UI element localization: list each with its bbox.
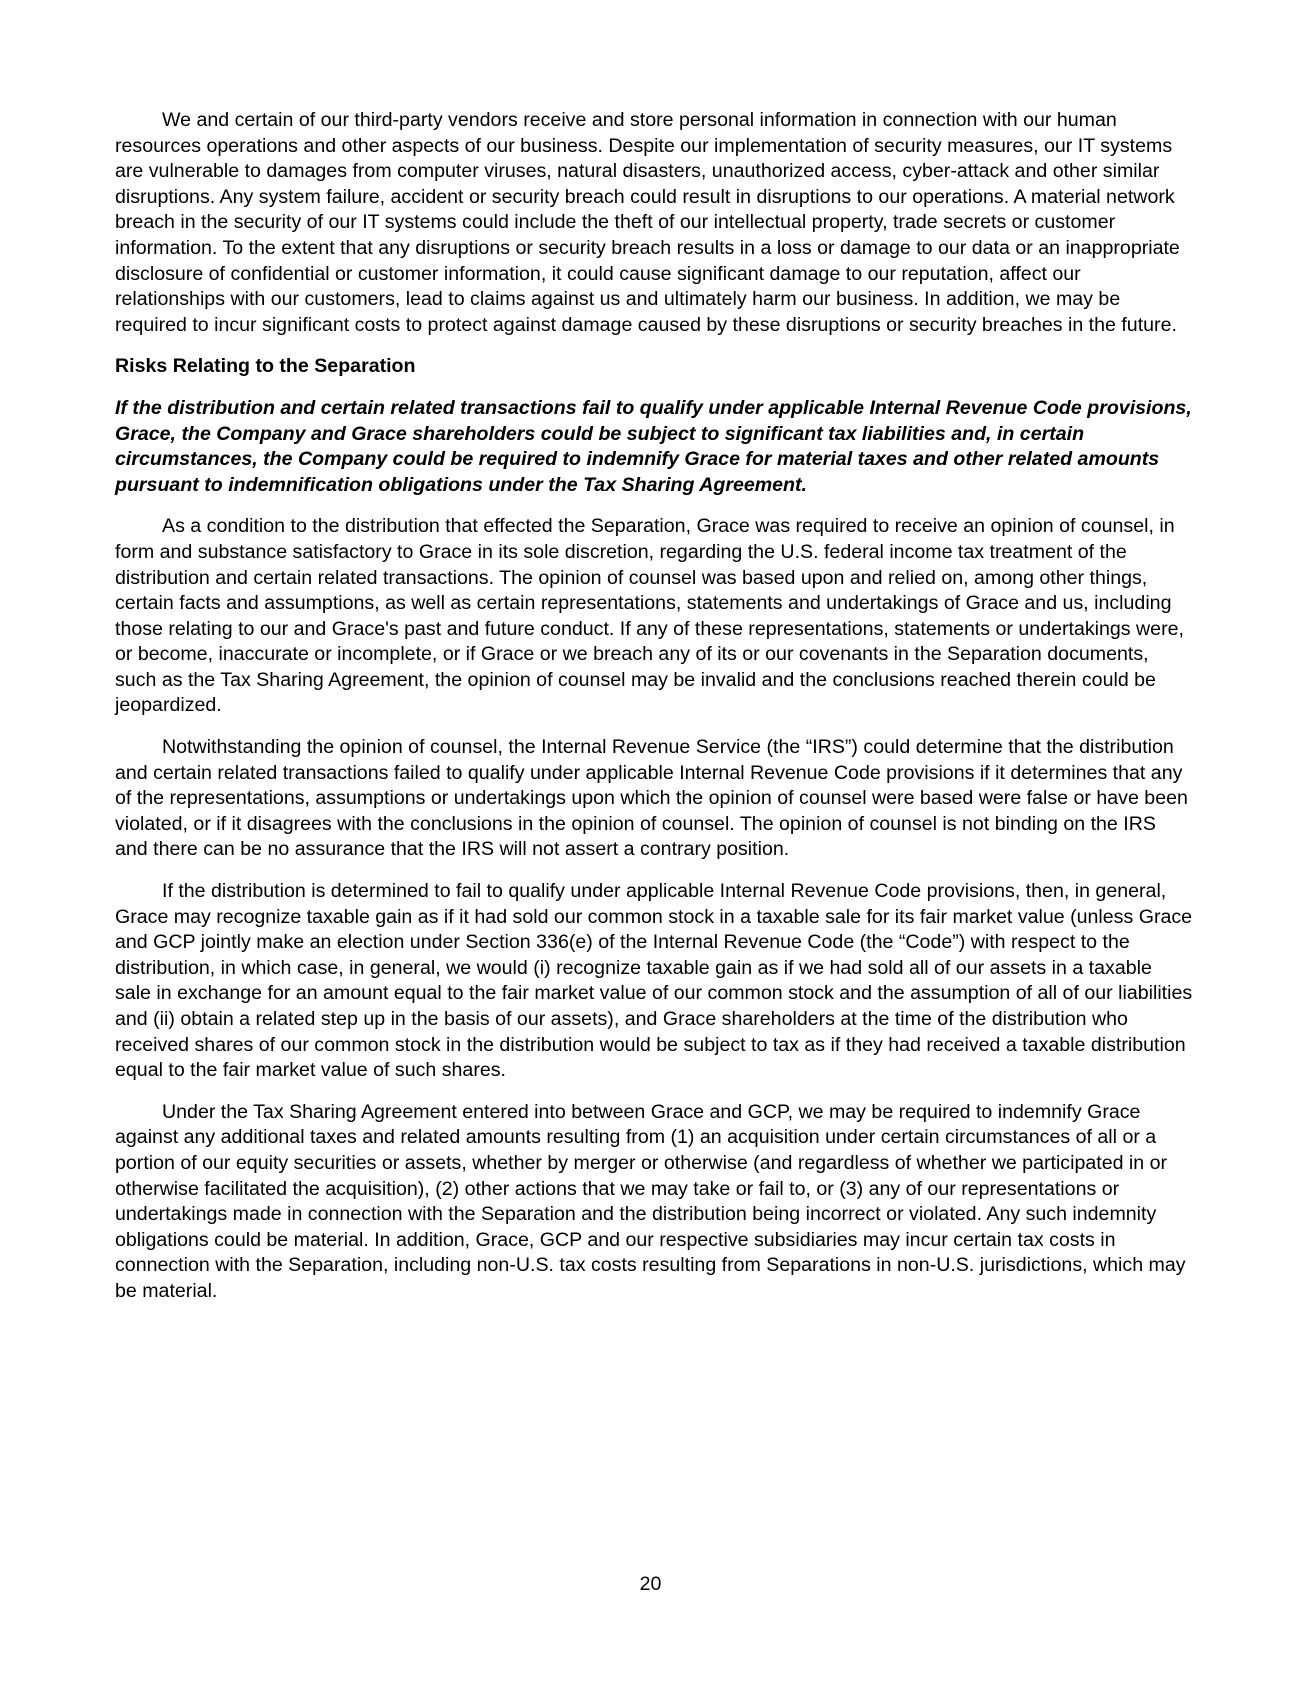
paragraph-cyber-security: We and certain of our third-party vendors receive and store personal information in connection with our human resources operations and other aspects of our business. Despite our implementation of security measures, our IT systems are vulnerable to damages from computer viruses, natural disasters, unauthorized access, cyber-attack and other similar disruptions. Any system failure, accident or security breach could result in disruptions to our operations. A material network breach in the security of our IT systems could include the theft of our intellectual property, trade secrets or customer information. To the extent that any disruptions or security breach results in a loss or damage to our data or an inappropriate disclosure of confidential or customer information, it could cause significant damage to our reputation, affect our relationships with our customers, lead to claims against us and ultimately harm our business. In addition, we may be required to incur significant costs to protect against damage caused by these disruptions or security breaches in the future.	[115, 109, 1180, 336]
page-number: 20	[639, 1573, 662, 1595]
section-heading: Risks Relating to the Separation	[115, 355, 416, 378]
paragraph-taxable-gain: If the distribution is determined to fail to qualify under applicable Internal Revenue Code provisions, then, in general, Grace may recognize taxable gain as if it had sold our common stock in a taxable sale for its fair market value (unless Grace and GCP jointly make an election under Section 336(e) of the Internal Revenue Code (the “Code”) with respect to the distribution, in which case, in general, we would (i) recognize taxable gain as if we had sold all of our assets in a taxable sale in exchange for an amount equal to the fair market value of our common stock and the assumption of all of our liabilities and (ii) obtain a related step up in the basis of our assets), and Grace shareholders at the time of the distribution who received shares of our common stock in the distribution would be subject to tax as if they had received a taxable distribution equal to the fair market value of such shares.	[115, 880, 1193, 1082]
paragraph-irs-determination: Notwithstanding the opinion of counsel, the Internal Revenue Service (the “IRS”) could determine that the distribution and certain related transactions failed to qualify under applicable Internal Revenue Code provisions if it determines that any of the representations, assumptions or undertakings upon which the opinion of counsel were based were false or have been violated, or if it disagrees with the conclusions in the opinion of counsel. The opinion of counsel is not binding on the IRS and there can be no assurance that the IRS will not assert a contrary position.	[115, 736, 1188, 861]
risk-factor-heading: If the distribution and certain related transactions fail to qualify under applicable Internal Revenue Code provisions, Grace, the Company and Grace shareholders could be subject to significant tax liabilities and, in certain circumstances, the Company could be required to indemnify Grace for material taxes and other related amounts pursuant to indemnification obligations under the Tax Sharing Agreement.	[115, 396, 1192, 496]
paragraph-tax-sharing-agreement: Under the Tax Sharing Agreement entered into between Grace and GCP, we may be required to indemnify Grace against any additional taxes and related amounts resulting from (1) an acquisition under certain circumstances of all or a portion of our equity securities or assets, whether by merger or otherwise (and regardless of whether we participated in or otherwise facilitated the acquisition), (2) other actions that we may take or fail to, or (3) any of our representations or undertakings made in connection with the Separation and the distribution being incorrect or violated. Any such indemnity obligations could be material. In addition, Grace, GCP and our respective subsidiaries may incur certain tax costs in connection with the Separation, including non-U.S. tax costs resulting from Separations in non-U.S. jurisdictions, which may be material.	[115, 1100, 1186, 1302]
page-body	[115, 108, 1193, 1321]
paragraph-opinion-of-counsel: As a condition to the distribution that effected the Separation, Grace was required to receive an opinion of counsel, in form and substance satisfactory to Grace in its sole discretion, regarding the U.S. federal income tax treatment of the distribution and certain related transactions. The opinion of counsel was based upon and relied on, among other things, certain facts and assumptions, as well as certain representations, statements and undertakings of Grace and us, including those relating to our and Grace's past and future conduct. If any of these representations, statements or undertakings were, or become, inaccurate or incomplete, or if Grace or we breach any of its or our covenants in the Separation documents, such as the Tax Sharing Agreement, the opinion of counsel may be invalid and the conclusions reached therein could be jeopardized.	[115, 515, 1184, 717]
